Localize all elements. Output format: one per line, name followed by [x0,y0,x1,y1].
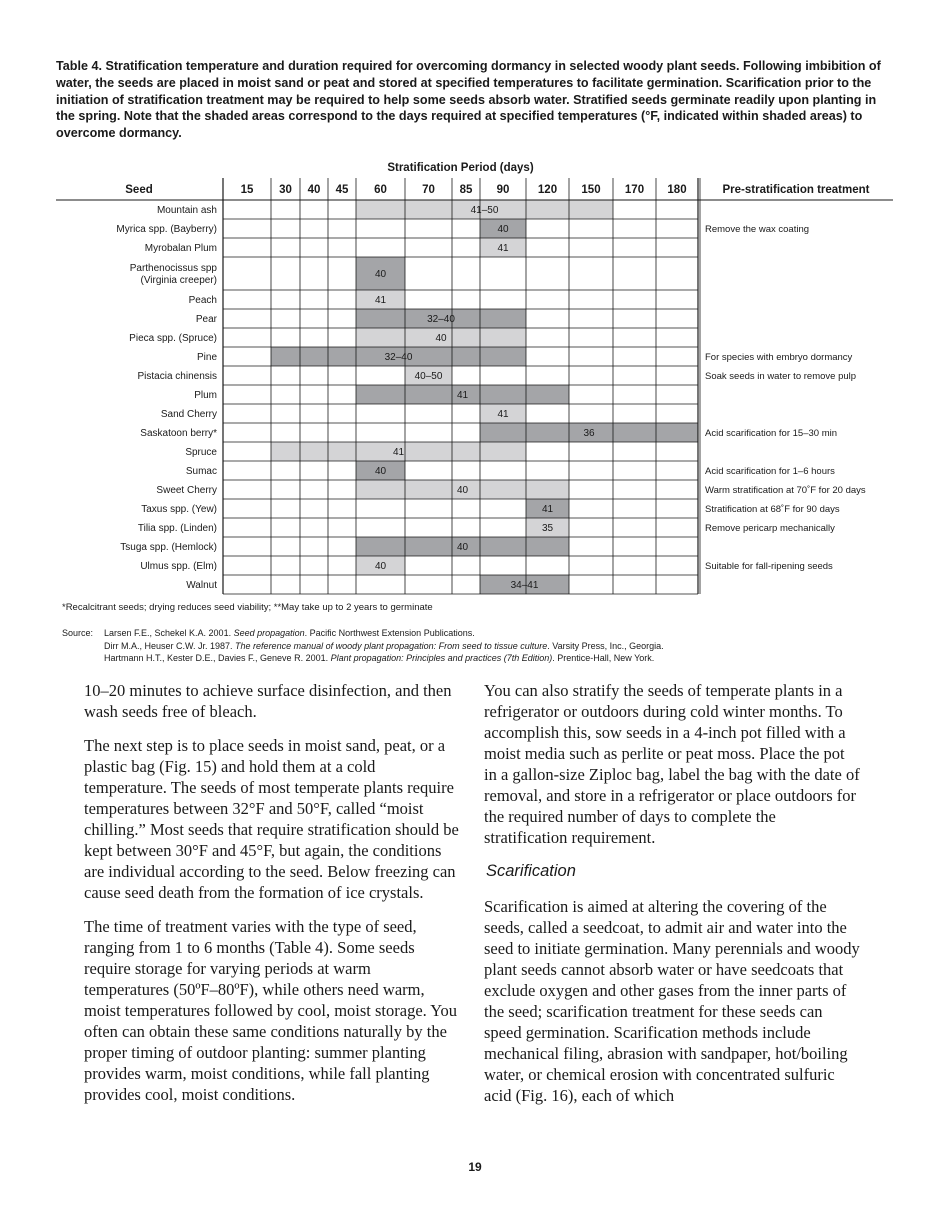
table-footnote: *Recalcitrant seeds; drying reduces seed viability; **May take up to 2 years to germinate [62,602,433,613]
treatment-header: Pre-stratification treatment [722,184,870,196]
temperature-label: 40 [374,466,387,477]
source-line: Dirr M.A., Heuser C.W. Jr. 1987. The reference manual of woody plant propagation: From seed to tissue culture. Varsity Press, Inc., Georgia. [104,640,664,651]
seed-name: Ulmus spp. (Elm) [140,561,217,572]
temperature-label: 41 [374,295,387,306]
seed-name: Pear [195,314,217,325]
body-paragraph: Scarification is aimed at altering the covering of the seeds, called a seedcoat, to admit air and water into the seed to initiate germination. Many perennials and woody plant seeds cannot absorb water or have seedcoats that exclude oxygen and other gases from the inner parts of the seed; scarification treatment for these seeds can speed germination. Scarification methods include mechanical filing, abrasion with sandpaper, hot/boiling water, or chemical erosion with concentrated sulfuric acid (Fig. 16), each of which [484,897,860,1105]
day-header: 30 [279,184,292,196]
day-header: 70 [422,184,435,196]
period-header: Stratification Period (days) [387,162,534,174]
seed-name: Peach [188,295,217,306]
treatment-note: Acid scarification for 15–30 min [705,428,838,439]
seed-name: Myrica spp. (Bayberry) [116,224,217,235]
temperature-label: 40 [497,224,509,235]
body-column-left [84,680,460,1118]
body-paragraph: The next step is to place seeds in moist sand, peat, or a plastic bag (Fig. 15) and hold them at a cold temperature. The seeds of most temperate plants require temperatures between 32°F and 50°F, called “moist chilling.” Most seeds that require stratification should be kept between 30°F and 45°F, but again, the conditions are individual according to the seed. Below freezing can cause seed death from the formation of ice crystals. [84,736,459,902]
body-paragraph: You can also stratify the seeds of temperate plants in a refrigerator or outdoors during cold winter months. To accomplish this, sow seeds in a 4-inch pot filled with a moist media such as perlite or peat moss. Place the pot in a gallon-size Ziploc bag, label the bag with the date of removal, and store in a refrigerator or place outdoors for the required number of days to complete the stratification requirement. [484,681,860,847]
treatment-note: Stratification at 68˚F for 90 days [705,504,840,515]
temperature-label: 41 [456,390,469,401]
temperature-label: 40 [456,485,469,496]
day-header: 120 [537,184,558,196]
seed-name: Mountain ash [156,205,217,216]
day-header: 90 [496,184,510,196]
seed-header: Seed [125,184,153,196]
day-header: 15 [240,184,254,196]
day-header: 40 [307,184,321,196]
seed-name: Pieca spp. (Spruce) [129,333,217,344]
seed-name: Plum [194,390,217,401]
treatment-note: Suitable for fall-ripening seeds [705,561,833,572]
temperature-label: 40–50 [414,371,443,382]
body-paragraph: 10–20 minutes to achieve surface disinfection, and then wash seeds free of bleach. [84,681,452,721]
temperature-label: 41 [497,243,509,254]
temperature-label: 34–41 [510,580,539,591]
temperature-label: 41 [392,447,405,458]
source-line: Larsen F.E., Schekel K.A. 2001. Seed propagation. Pacific Northwest Extension Publications. [104,628,475,638]
day-header: 150 [581,184,601,196]
seed-name: Pine [196,352,217,363]
day-header: 180 [667,184,687,196]
seed-name: Tsuga spp. (Hemlock) [120,542,217,553]
seed-name: Spruce [185,447,217,458]
seed-name: (Virginia creeper) [140,275,217,286]
body-paragraph: The time of treatment varies with the type of seed, ranging from 1 to 6 months (Table 4). Some seeds require storage for varying periods at warm temperatures (50ºF–80ºF), while others need warm, moist temperatures followed by cool, moist storage. You often can obtain these same conditions naturally by the proper timing of outdoor planting: summer planting provides warm, moist conditions, while fall planting provides cool, moist conditions. [84,917,458,1104]
source-line: Hartmann H.T., Kester D.E., Davies F., Geneve R. 2001. Plant propagation: Principles and practices (7th Edition). Prentice-Hall, New York. [104,653,655,663]
temperature-label: 41 [497,409,509,420]
temperature-label: 41–50 [470,205,499,216]
day-header: 60 [374,184,387,196]
day-header: 45 [335,184,349,196]
temperature-label: 32–40 [427,314,455,325]
page-number: 19 [468,1160,482,1174]
day-header: 85 [459,184,473,196]
seed-name: Tilia spp. (Linden) [137,523,217,534]
seed-name: Walnut [186,580,217,591]
seed-name: Pistacia chinensis [137,371,217,382]
temperature-label: 41 [541,504,554,515]
seed-name: Myrobalan Plum [144,243,217,254]
temperature-label: 40 [374,561,387,572]
treatment-note: Soak seeds in water to remove pulp [705,371,857,382]
table-caption: Table 4. Stratification temperature and duration required for overcoming dormancy in selected woody plant seeds. Following imbibition of water, the seeds are placed in moist sand or peat and stored at specified temperatures to facilitate germination. Scarification prior to the initiation of stratification treatment may be required to help some seeds absorb water. Stratified seeds germinate readily upon planting in the spring. Note that the shaded areas correspond to the days required at specified temperatures (°F, indicated within shaded areas) to overcome dormancy. [56,59,881,141]
body-column-right [484,680,860,1119]
day-header: 170 [624,184,645,196]
temperature-label: 40 [456,542,469,553]
seed-name: Parthenocissus spp [129,263,217,274]
source-label: Source: [62,628,94,638]
treatment-note: For species with embryo dormancy [705,352,853,363]
temperature-label: 35 [541,523,554,534]
seed-name: Sand Cherry [160,409,217,420]
temperature-label: 32–40 [384,352,413,363]
temperature-label: 40 [374,269,387,280]
treatment-note: Remove the wax coating [705,224,810,235]
temperature-label: 36 [583,428,595,439]
seed-name: Taxus spp. (Yew) [141,504,217,515]
treatment-note: Acid scarification for 1–6 hours [705,466,835,477]
temperature-label: 40 [435,333,447,344]
treatment-note: Remove pericarp mechanically [705,523,835,534]
section-heading-scarification: Scarification [486,862,576,880]
seed-name: Sumac [185,466,217,477]
seed-name: Sweet Cherry [156,485,217,496]
treatment-note: Warm stratification at 70˚F for 20 days [705,485,866,496]
seed-name: Saskatoon berry* [140,428,217,439]
